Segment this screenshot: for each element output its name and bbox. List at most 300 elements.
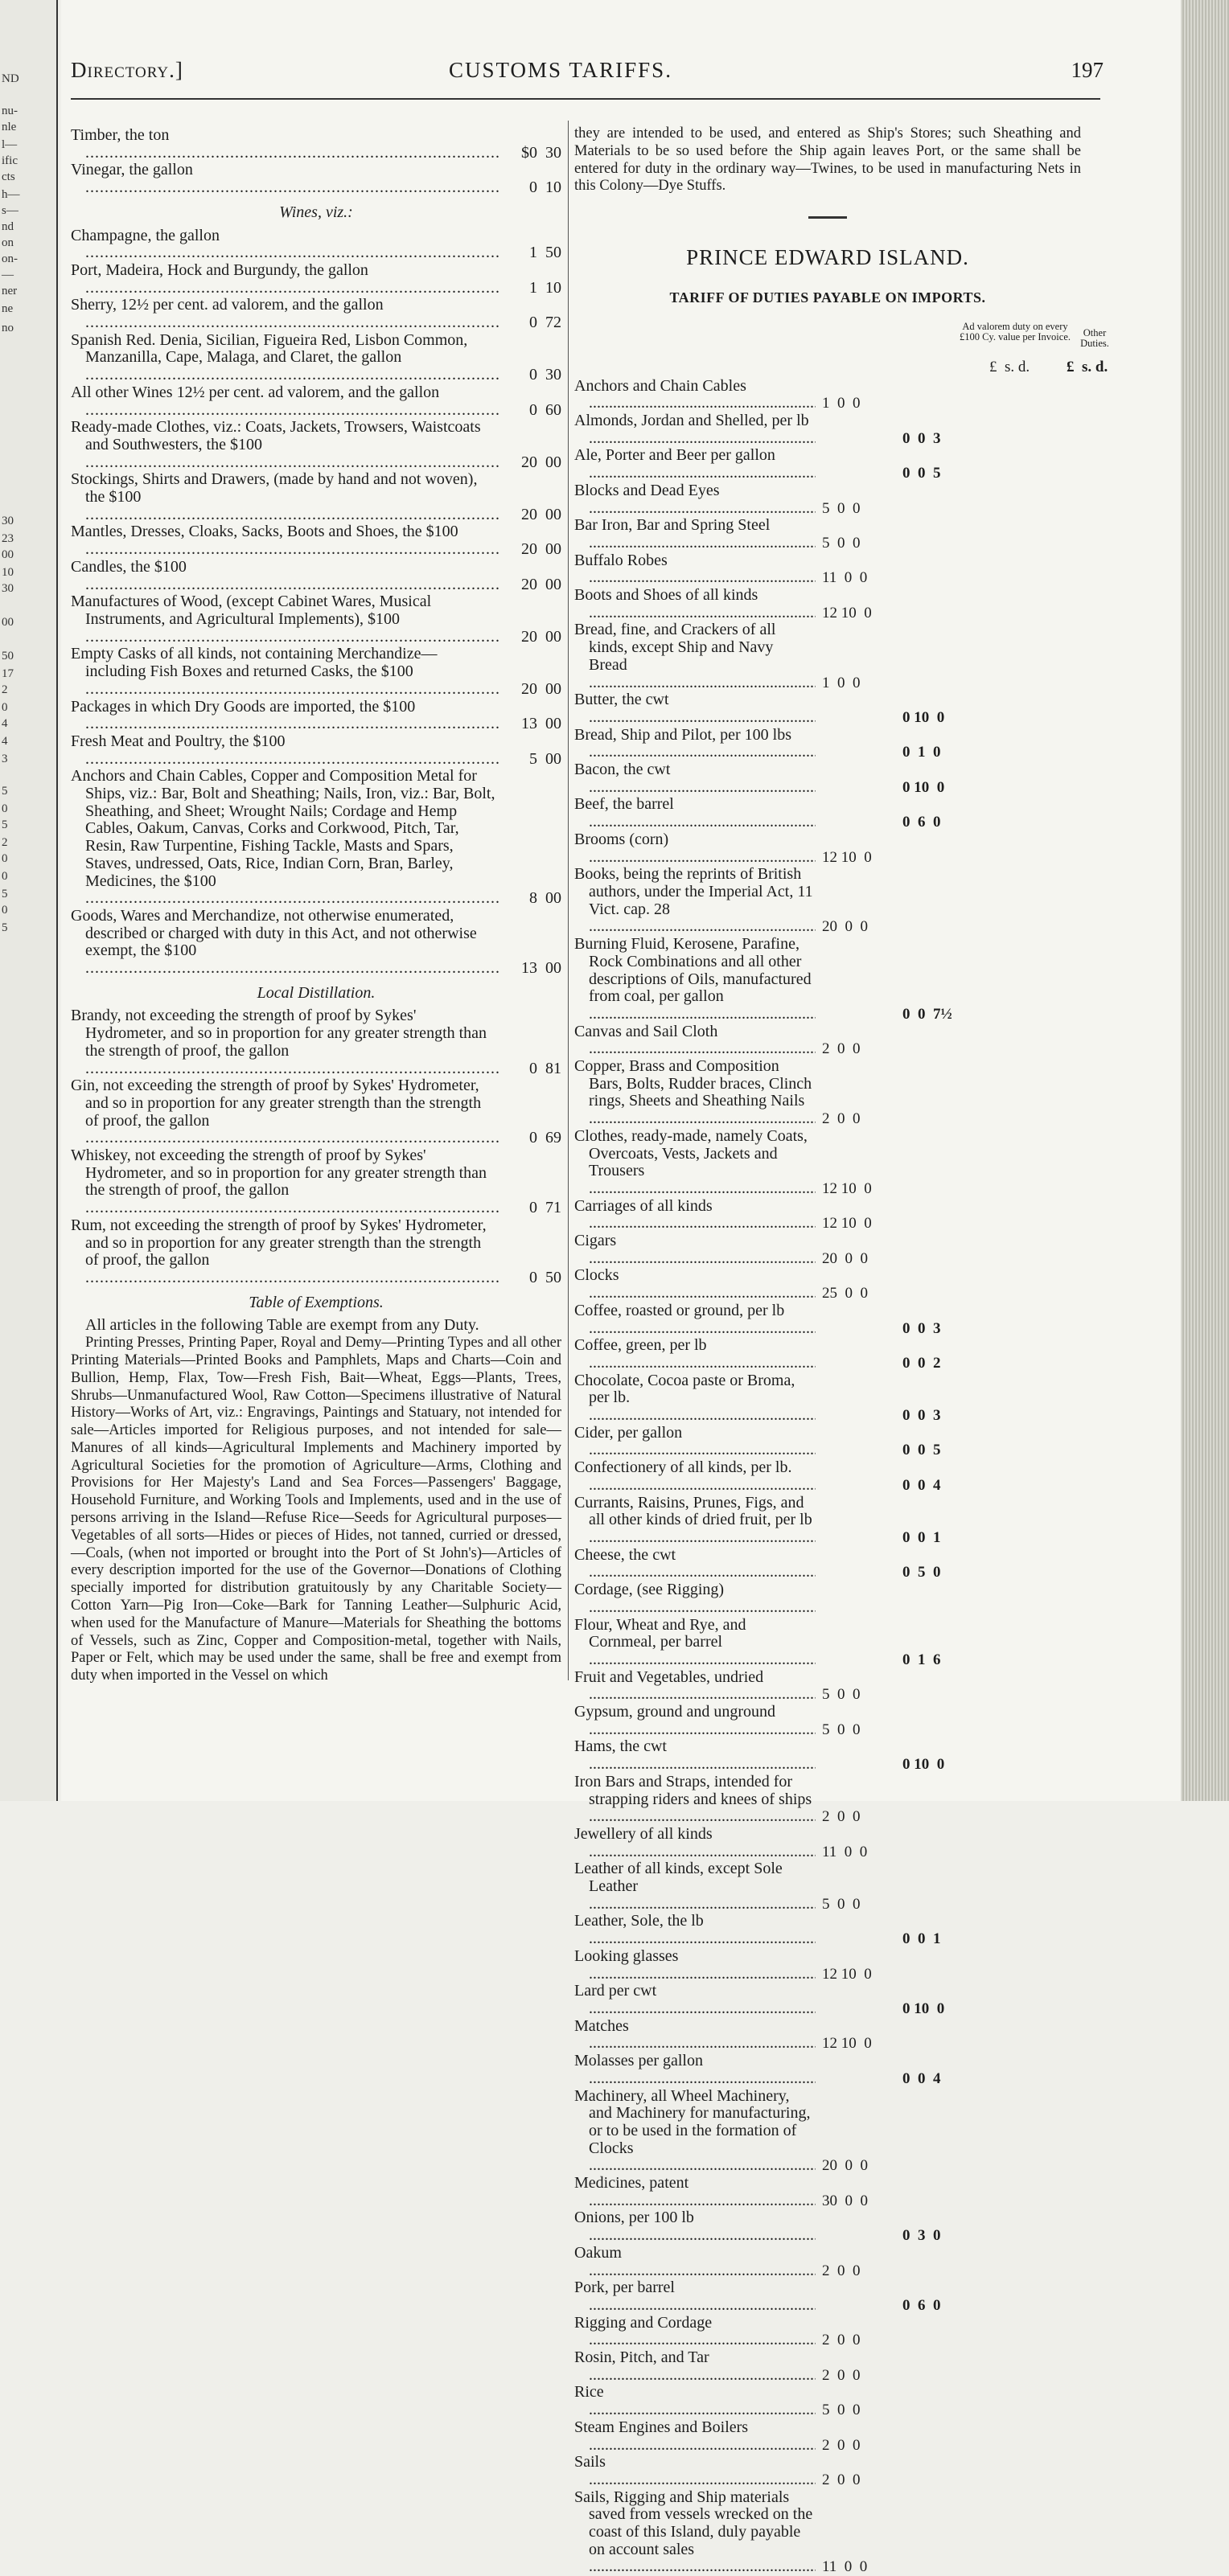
exemptions-body: Printing Presses, Printing Paper, Royal and Demy—Printing Types and all other Printing Materials—Printed Books and Pamphlets, Maps and Charts—Coin and Bullion, Hemp, Flax, Tow—Fresh Fish, Bait—Wheat, Eggs—Plants, Trees, Shrubs—Unmanufactured Wool, Raw Cotton—Specimens illustrative of Natural History—Works of Art, viz.: Engravings, Paintings and Statuary, not intended for sale—Articles imported for Religious purposes, and not intended for sale—Manures of all kinds—Agricultural Implements and Machinery imported by Agricultural Societies for the promotion of Agriculture—Arms, Clothing and Provisions for Her Majesty's Land and Sea Forces—Passengers' Baggage, Household Furniture, and Working Tools and Implements, used and in the use of persons arriving in the Island—Refuse Rice—Seeds for Agricultural purposes—Vegetables of all sorts—Hides or pieces of Hides, not tanned, curried or dressed,—Coals, (when not imported or brought into the Port of St John's)—Articles of every description imported for the use of the Governor—Donations of Clothing specially imported for distribution gratuitously by any Charitable Society—Cotton Yarn—Pig Iron—Coke—Bark for Tanning Leather—Sulphuric Acid, when used for the Manufacture of Manure—Materials for Sheathing the bottoms of Vessels, such as Zinc, Copper and Composition-metal, together with Nails, Paper or Felt, which may be used under the same, shall be free and exempt from duty when imported in the Vessel on which [71, 1335, 561, 1684]
rate-dollars: 1 [529, 244, 537, 262]
pei-adval-duty: 2 0 0 [822, 2436, 861, 2454]
rate-dollars: 20 [521, 679, 537, 698]
pei-row [574, 831, 1081, 866]
pei-row [574, 1302, 1081, 1337]
pei-adval-duty: 12 10 0 [822, 2035, 872, 2053]
pei-adval-duty: 5 0 0 [822, 1721, 861, 1738]
pei-adval-duty: 12 10 0 [822, 848, 872, 866]
pei-other-duty: 0 0 2 [902, 1354, 941, 1372]
pei-adval-duty: 5 0 0 [822, 1686, 861, 1704]
tariff-row [71, 262, 561, 297]
pei-row [574, 2489, 1081, 2576]
pei-item-name: Blocks and Dead Eyes ..... [574, 482, 816, 517]
pei-row [574, 621, 1081, 691]
pei-adval-duty: 11 0 0 [822, 1843, 868, 1860]
margin-fragment: nle [2, 121, 17, 133]
margin-fragment: l— [2, 138, 18, 151]
pei-item-name: Cheese, the cwt ..... [574, 1547, 816, 1581]
pei-adval-duty: 5 0 0 [822, 2402, 861, 2419]
pei-adval-duty: 1 0 0 [822, 395, 861, 412]
margin-fragment: 0 [2, 904, 8, 917]
margin-fragment: 2 [2, 836, 8, 849]
pei-other-duty: 0 6 0 [902, 2296, 941, 2314]
pei-item-name: Clothes, ready-made, namely Coats, Overcoats, Vests, Jackets and Trousers ..... [574, 1128, 816, 1198]
tariff-item-name: Anchors and Chain Cables, Copper and Composition Metal for Ships, viz.: Bar, Bolt and Sheathing; Nails, Iron, viz.: Bar, Bolt, Sheathing, and Sheet; Wrought Nails; Cordage and Hemp Cables, Oakum, Canvas, Corks and Corkwood, Pitch, Tar, Resin, Raw Turpentine, Fishing Tackle, Masts and Spars, Staves, undressed, Oats, Rice, Indian Corn, Bran, Barley, Medicines, the $100 ..... [71, 768, 561, 908]
tariff-item-name: Goods, Wares and Merchandize, not otherwise enumerated, described or charged with duty in this Act, and not otherwise exempt, the $100 ..... [71, 908, 561, 978]
rate-cents: 00 [545, 505, 561, 523]
pei-row [574, 1547, 1081, 1581]
margin-fragment: 5 [2, 818, 8, 831]
pei-row [574, 2209, 1081, 2244]
pei-item-name: Coffee, roasted or ground, per lb ..... [574, 1302, 816, 1337]
pei-row [574, 1425, 1081, 1459]
rate-cents: 00 [545, 540, 561, 559]
pei-row [574, 517, 1081, 552]
margin-fragment: cts [2, 170, 15, 183]
pei-other-duty: 0 0 4 [902, 1476, 941, 1494]
tariff-rate [500, 402, 561, 420]
tariff-row [71, 1147, 561, 1217]
pei-item-name: Iron Bars and Straps, intended for strapping riders and knees of ships ..... [574, 1774, 816, 1826]
pei-row [574, 1233, 1081, 1267]
tariff-row [71, 1007, 561, 1077]
rate-cents: 00 [545, 627, 561, 646]
rate-dollars: 13 [521, 715, 537, 733]
tariff-row [71, 523, 561, 558]
tariff-rate [500, 960, 561, 978]
rate-cents: 60 [545, 400, 561, 419]
tariff-item-name: Champagne, the gallon ..... [71, 228, 561, 262]
rate-dollars: 20 [521, 540, 537, 559]
pei-title: PRINCE EDWARD ISLAND. [686, 245, 969, 270]
tariff-item-name: Fresh Meat and Poultry, the $100 ..... [71, 733, 561, 768]
tariff-rate [500, 454, 561, 472]
tariff-rate [500, 280, 561, 297]
tariff-item-name: Spanish Red. Denia, Sicilian, Figueira Red, Lisbon Common, Manzanilla, Cape, Malaga, and Claret, the gallon ..... [71, 332, 561, 384]
tariff-rate [500, 576, 561, 594]
margin-fragment: — [2, 269, 14, 281]
margin-fragment: ND [2, 72, 19, 85]
pei-row [574, 378, 1081, 412]
pei-item-name: Buffalo Robes ..... [574, 552, 816, 587]
margin-fragment: nd [2, 220, 14, 233]
pei-adval-duty: 2 0 0 [822, 2332, 861, 2349]
pei-adval-duty: 5 0 0 [822, 534, 861, 552]
tariff-row [71, 1077, 561, 1147]
pei-item-name: Burning Fluid, Kerosene, Parafine, Rock Combinations and all other descriptions of Oils, manufactured from coal, per gallon ..... [574, 936, 816, 1023]
pei-adval-duty: 5 0 0 [822, 1895, 861, 1913]
margin-fragment: 00 [2, 548, 14, 561]
tariff-row [71, 733, 561, 768]
pei-row [574, 1983, 1081, 2017]
pei-adval-duty: 11 0 0 [822, 569, 868, 587]
tariff-rate [500, 314, 561, 332]
pei-other-duty: 0 0 5 [902, 465, 941, 482]
pei-item-name: Carriages of all kinds ..... [574, 1198, 816, 1233]
pei-row [574, 1267, 1081, 1302]
tariff-item-name: Empty Casks of all kinds, not containing Merchandize—including Fish Boxes and returned Casks, the $100 ..... [71, 646, 561, 698]
tariff-row [71, 127, 561, 162]
tariff-rate [500, 367, 561, 384]
tariff-item-name: Port, Madeira, Hock and Burgundy, the gallon ..... [71, 262, 561, 297]
rate-cents: 00 [545, 679, 561, 698]
tariff-item-name: Stockings, Shirts and Drawers, (made by hand and not woven), the $100 ..... [71, 471, 561, 523]
pei-row [574, 1913, 1081, 1947]
pei-adval-duty: 12 10 0 [822, 1215, 872, 1233]
header-rule [71, 98, 1100, 100]
pei-row [574, 936, 1081, 1023]
rate-cents: 10 [545, 278, 561, 297]
other-currency: £ s. d. [1067, 358, 1108, 375]
tariff-row [71, 559, 561, 593]
margin-fragment: 00 [2, 616, 14, 629]
rate-dollars: 13 [521, 959, 537, 978]
pei-other-duty: 0 0 3 [902, 1319, 941, 1337]
margin-fragment: ne [2, 302, 14, 315]
rate-dollars: 0 [529, 400, 537, 419]
tariff-row [71, 332, 561, 384]
pei-other-duty: 0 3 0 [902, 2227, 941, 2245]
adval-currency: £ s. d. [989, 358, 1030, 375]
tariff-item-name: Gin, not exceeding the strength of proof by Sykes' Hydrometer, and so in proportion for any greater strength than the strength of proof, the gallon ..... [71, 1077, 561, 1147]
pei-other-duty: 0 0 7½ [902, 1005, 952, 1023]
rate-dollars: 20 [521, 575, 537, 593]
header-left: Directory.] [71, 58, 183, 82]
tariff-rate [500, 179, 561, 197]
pei-item-name: Jewellery of all kinds ..... [574, 1826, 816, 1860]
tariff-item-name: Candles, the $100 ..... [71, 559, 561, 593]
tariff-row [71, 419, 561, 471]
right-column [574, 125, 1109, 2576]
pei-item-name: Bacon, the cwt ..... [574, 761, 816, 796]
header-title: CUSTOMS TARIFFS. [449, 58, 672, 82]
margin-fragment: 4 [2, 735, 8, 748]
rate-cents: 10 [545, 178, 561, 197]
pei-item-name: Leather, Sole, the lb ..... [574, 1913, 816, 1947]
pei-adval-duty: 20 0 0 [822, 2157, 868, 2175]
margin-fragment: 50 [2, 650, 14, 662]
pei-row [574, 1198, 1081, 1233]
pei-row [574, 2384, 1081, 2418]
pei-row [574, 1704, 1081, 1738]
tariff-row [71, 471, 561, 523]
pei-item-name: Pork, per barrel ..... [574, 2279, 816, 2314]
tariff-rate [500, 1200, 561, 1217]
tariff-row [71, 1217, 561, 1287]
pei-other-duty: 0 5 0 [902, 1564, 941, 1581]
pei-item-name: Gypsum, ground and unground ..... [574, 1704, 816, 1738]
tariff-rate [500, 681, 561, 699]
rate-cents: 00 [545, 749, 561, 768]
tariff-rate [500, 1060, 561, 1078]
pei-adval-duty: 12 10 0 [822, 1179, 872, 1197]
pei-item-name: Looking glasses ..... [574, 1948, 816, 1983]
pei-item-name: Rigging and Cordage ..... [574, 2315, 816, 2349]
rate-cents: 81 [545, 1059, 561, 1077]
pei-other-duty: 0 1 6 [902, 1651, 941, 1668]
pei-row [574, 2315, 1081, 2349]
pei-item-name: Confectionery of all kinds, per lb. ..... [574, 1459, 816, 1494]
running-header [71, 58, 1104, 93]
pei-row [574, 1617, 1081, 1669]
column-divider [568, 121, 569, 1680]
rate-dollars: 0 [529, 1199, 537, 1217]
pei-item-name: Bread, Ship and Pilot, per 100 lbs ..... [574, 727, 816, 761]
rate-dollars: 5 [529, 749, 537, 768]
pei-tariff-list [574, 378, 1081, 2576]
pei-row [574, 2279, 1081, 2314]
pei-adval-duty: 12 10 0 [822, 604, 872, 621]
pei-item-name: Boots and Shoes of all kinds ..... [574, 587, 816, 621]
margin-fragment: 5 [2, 888, 8, 900]
pei-item-name: Coffee, green, per lb ..... [574, 1337, 816, 1372]
tariff-rate [500, 1130, 561, 1147]
pei-item-name: Hams, the cwt ..... [574, 1738, 816, 1773]
tariff-item-name: Mantles, Dresses, Cloaks, Sacks, Boots and Shoes, the $100 ..... [71, 523, 561, 558]
tariff-item-name: Whiskey, not exceeding the strength of proof by Sykes' Hydrometer, and so in proportion for any greater strength than the strength of proof, the gallon ..... [71, 1147, 561, 1217]
pei-item-name: Bar Iron, Bar and Spring Steel ..... [574, 517, 816, 552]
pei-adval-duty: 2 0 0 [822, 1808, 861, 1826]
pei-row [574, 2175, 1081, 2209]
margin-fragment: 17 [2, 667, 14, 680]
pei-row [574, 1738, 1081, 1773]
pei-row [574, 761, 1081, 796]
pei-row [574, 2088, 1081, 2176]
rate-cents: 72 [545, 314, 561, 332]
other-column-head: Other Duties. [1080, 326, 1109, 349]
pei-item-name: Beef, the barrel ..... [574, 796, 816, 831]
pei-row [574, 2018, 1081, 2053]
rate-cents: 00 [545, 575, 561, 593]
pei-item-name: Cordage, (see Rigging) ..... [574, 1581, 816, 1616]
pei-row [574, 1581, 1081, 1616]
pei-other-duty: 0 0 3 [902, 429, 941, 447]
margin-fragment: ner [2, 285, 18, 297]
pei-item-name: Sails ..... [574, 2454, 816, 2488]
pei-row [574, 587, 1081, 621]
pei-row [574, 2454, 1081, 2488]
tariff-item-name: Sherry, 12½ per cent. ad valorem, and the gallon ..... [71, 297, 561, 331]
rate-dollars: 8 [529, 889, 537, 908]
pei-row [574, 552, 1081, 587]
margin-fragment: on- [2, 252, 18, 265]
pei-item-name: Sails, Rigging and Ship materials saved from vessels wrecked on the coast of this Island, duly payable on account sales ..... [574, 2489, 816, 2576]
pei-item-name: Canvas and Sail Cloth ..... [574, 1023, 816, 1058]
tariff-item-name: Brandy, not exceeding the strength of proof by Sykes' Hydrometer, and so in proportion for any greater strength than the strength of proof, the gallon ..... [71, 1007, 561, 1077]
tariff-item-name: All other Wines 12½ per cent. ad valorem, and the gallon ..... [71, 384, 561, 419]
tariff-list-a [71, 127, 561, 197]
pei-item-name: Butter, the cwt ..... [574, 691, 816, 726]
pei-row [574, 2419, 1081, 2454]
tariff-item-name: Rum, not exceeding the strength of proof by Sykes' Hydrometer, and so in proportion for any greater strength than the strength of proof, the gallon ..... [71, 1217, 561, 1287]
tariff-rate [500, 507, 561, 524]
tariff-row [71, 384, 561, 419]
tariff-rate [500, 244, 561, 262]
pei-row [574, 1337, 1081, 1372]
pei-item-name: Rosin, Pitch, and Tar ..... [574, 2349, 816, 2384]
pei-item-name: Almonds, Jordan and Shelled, per lb ..... [574, 412, 816, 447]
tariff-list-b [71, 228, 561, 978]
pei-other-duty: 0 6 0 [902, 814, 941, 831]
tariff-row [71, 297, 561, 331]
pei-item-name: Onions, per 100 lb ..... [574, 2209, 816, 2244]
pei-item-name: Cigars ..... [574, 1233, 816, 1267]
pei-adval-duty: 25 0 0 [822, 1285, 868, 1302]
pei-row [574, 482, 1081, 517]
pei-adval-duty: 20 0 0 [822, 1249, 868, 1267]
pei-other-duty: 0 10 0 [902, 708, 945, 726]
margin-fragment: 0 [2, 701, 8, 714]
pei-adval-duty: 2 0 0 [822, 2366, 861, 2384]
rate-dollars: 0 [529, 314, 537, 332]
pei-item-name: Currants, Raisins, Prunes, Figs, and all other kinds of dried fruit, per lb ..... [574, 1495, 816, 1547]
pei-item-name: Leather of all kinds, except Sole Leather ..... [574, 1860, 816, 1913]
pei-item-name: Oakum ..... [574, 2245, 816, 2279]
pei-row [574, 1826, 1081, 1860]
margin-fragment: s— [2, 204, 18, 217]
rate-cents: 00 [545, 889, 561, 908]
rate-dollars: 20 [521, 505, 537, 523]
wines-heading: Wines, viz.: [279, 203, 353, 221]
pei-row [574, 2053, 1081, 2087]
pei-adval-duty: 20 0 0 [822, 918, 868, 936]
tariff-rate [500, 751, 561, 769]
pei-other-duty: 0 0 5 [902, 1442, 941, 1459]
left-column [71, 127, 561, 1685]
pei-item-name: Matches ..... [574, 2018, 816, 2053]
margin-fragment: 10 [2, 566, 14, 579]
pei-item-name: Fruit and Vegetables, undried ..... [574, 1669, 816, 1704]
pei-item-name: Books, being the reprints of British authors, under the Imperial Act, 11 Vict. cap. 28 ..... [574, 866, 816, 936]
rate-cents: 30 [545, 366, 561, 384]
pei-row [574, 1669, 1081, 1704]
currency-row [574, 358, 1108, 378]
rate-cents: 69 [545, 1129, 561, 1147]
tariff-rate [500, 541, 561, 559]
rate-dollars: 20 [521, 627, 537, 646]
margin-fragment: 0 [2, 802, 8, 815]
adval-column-head: Ad valorem duty on every £100 Cy. value per Invoice. [959, 320, 1071, 343]
rate-cents: 00 [545, 959, 561, 978]
margin-fragment: h— [2, 188, 20, 201]
tariff-item-name: Ready-made Clothes, viz.: Coats, Jackets, Trowsers, Waistcoats and Southwesters, the $100 ..... [71, 419, 561, 471]
pei-other-duty: 0 10 0 [902, 778, 945, 796]
margin-fragment: 23 [2, 532, 14, 545]
tariff-item-name: Manufactures of Wood, (except Cabinet Wares, Musical Instruments, and Agricultural Implements), $100 ..... [71, 593, 561, 646]
rate-dollars: 0 [529, 178, 537, 197]
tariff-row [71, 228, 561, 262]
rate-cents: 00 [545, 715, 561, 733]
pei-adval-duty: 1 0 0 [822, 674, 861, 691]
pei-adval-duty: 30 0 0 [822, 2192, 868, 2209]
rate-cents: 30 [545, 143, 561, 162]
exemptions-intro: All articles in the following Table are exempt from any Duty. [85, 1316, 479, 1335]
pei-item-name: Chocolate, Cocoa paste or Broma, per lb. ..... [574, 1372, 816, 1425]
pei-other-duty: 0 10 0 [902, 1756, 945, 1774]
rate-dollars: 0 [529, 1269, 537, 1286]
pei-item-name: Ale, Porter and Beer per gallon ..... [574, 447, 816, 482]
pei-other-duty: 0 0 4 [902, 2069, 941, 2087]
pei-row [574, 1459, 1081, 1494]
page-number: 197 [1071, 58, 1104, 82]
pei-row [574, 412, 1081, 447]
pei-row [574, 866, 1081, 936]
pei-row [574, 1948, 1081, 1983]
margin-fragment: 5 [2, 785, 8, 798]
page [61, 0, 1181, 2576]
pei-other-duty: 0 0 1 [902, 1930, 941, 1948]
rate-dollars: 1 [529, 278, 537, 297]
tariff-item-name: Vinegar, the gallon ..... [71, 162, 561, 196]
pei-row [574, 1372, 1081, 1425]
pei-other-duty: 0 0 1 [902, 1529, 941, 1546]
pei-adval-duty: 2 0 0 [822, 2262, 861, 2279]
rate-dollars: 0 [529, 1059, 537, 1077]
margin-fragment: 0 [2, 870, 8, 883]
tariff-list-distillation [71, 1007, 561, 1286]
pei-row [574, 1128, 1081, 1198]
tariff-row [71, 699, 561, 733]
rate-dollars: 20 [521, 453, 537, 471]
pei-row [574, 1495, 1081, 1547]
tariff-rate [500, 629, 561, 646]
rate-cents: 00 [545, 453, 561, 471]
pei-row [574, 2349, 1081, 2384]
tariff-rate [500, 145, 561, 162]
pei-adval-duty: 11 0 0 [822, 2558, 868, 2576]
margin-fragment: 4 [2, 717, 8, 730]
pei-item-name: Anchors and Chain Cables ..... [574, 378, 816, 412]
table-column-heads [574, 320, 1109, 359]
pei-row [574, 796, 1081, 831]
pei-adval-duty: 12 10 0 [822, 1965, 872, 1983]
tariff-row [71, 162, 561, 196]
pei-row [574, 2245, 1081, 2279]
tariff-item-name: Packages in which Dry Goods are imported, the $100 ..... [71, 699, 561, 733]
rate-cents: 50 [545, 1269, 561, 1286]
pei-other-duty: 0 10 0 [902, 2000, 945, 2017]
pei-item-name: Brooms (corn) ..... [574, 831, 816, 866]
margin-fragment: 30 [2, 515, 14, 527]
pei-adval-duty: 5 0 0 [822, 499, 861, 517]
pei-adval-duty: 2 0 0 [822, 1110, 861, 1128]
pei-item-name: Rice ..... [574, 2384, 816, 2418]
rate-cents: 50 [545, 244, 561, 262]
pei-item-name: Bread, fine, and Crackers of all kinds, except Ship and Navy Bread ..... [574, 621, 816, 691]
pei-row [574, 1860, 1081, 1913]
pei-subtitle: TARIFF OF DUTIES PAYABLE ON IMPORTS. [669, 289, 986, 306]
pei-item-name: Machinery, all Wheel Machinery, and Machinery for manufacturing, or to be used in the formation of Clocks ..... [574, 2088, 816, 2176]
margin-fragment: ific [2, 154, 18, 167]
margin-fragment: 30 [2, 582, 14, 595]
margin-fragment: nu- [2, 105, 18, 117]
tariff-row [71, 593, 561, 646]
pei-row [574, 447, 1081, 482]
pei-item-name: Copper, Brass and Composition Bars, Bolts, Rudder braces, Clinch rings, Sheets and Sheathing Nails ..... [574, 1058, 816, 1128]
section-dash [808, 216, 847, 219]
book-page-edges [1181, 0, 1229, 1801]
pei-item-name: Medicines, patent ..... [574, 2175, 816, 2209]
pei-item-name: Clocks ..... [574, 1267, 816, 1302]
pei-adval-duty: 2 0 0 [822, 1040, 861, 1058]
pei-item-name: Cider, per gallon ..... [574, 1425, 816, 1459]
tariff-rate [500, 890, 561, 908]
exemptions-continuation: they are intended to be used, and entered as Ship's Stores; such Sheathing and Materials to be so used before the Ship again leaves Port, or the same shall be entered for duty in the ordinary way—Twines, to be used in manufacturing Nets in this Colony—Dye Stuffs. [574, 125, 1081, 195]
pei-item-name: Flour, Wheat and Rye, and Cornmeal, per barrel ..... [574, 1617, 816, 1669]
tariff-row [71, 908, 561, 978]
pei-item-name: Molasses per gallon ..... [574, 2053, 816, 2087]
margin-fragment: 2 [2, 683, 8, 696]
